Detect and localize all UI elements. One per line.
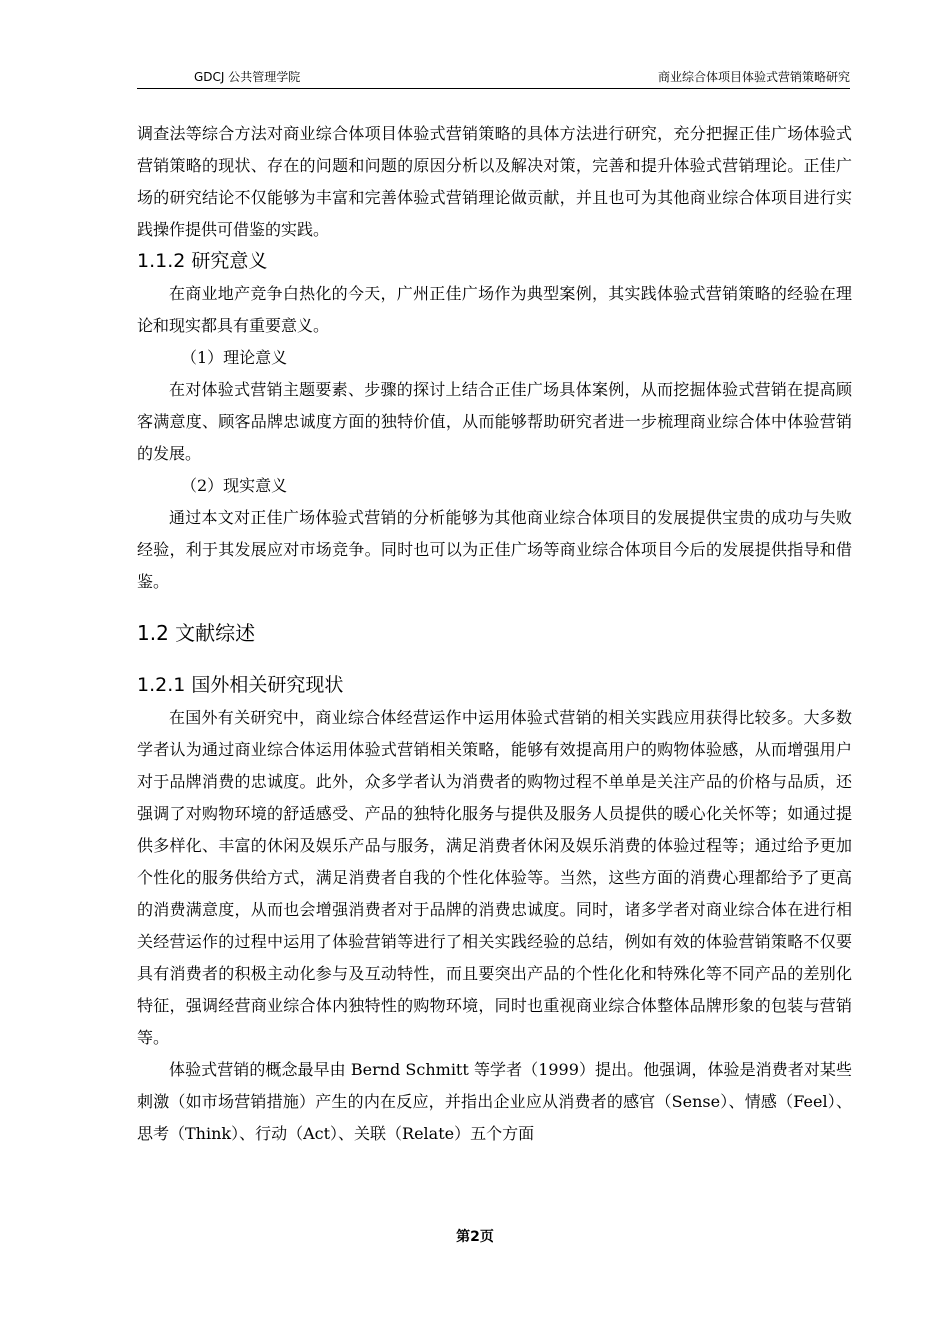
- significance-paragraph: 在商业地产竞争白热化的今天，广州正佳广场作为典型案例，其实践体验式营销策略的经验在理论和现实都具有重要意义。: [137, 284, 852, 335]
- page-number: 第2页: [456, 1229, 494, 1245]
- header-institution: GDCJ 公共管理学院: [194, 70, 301, 84]
- subheading-theory: （1）理论意义: [181, 348, 288, 367]
- intro-paragraph: 调查法等综合方法对商业综合体项目体验式营销策略的具体方法进行研究，充分把握正佳广场体验式营销策略的现状、存在的问题和问题的原因分析以及解决对策，完善和提升体验式营销理论。正佳广场的研究结论不仅能够为丰富和完善体验式营销理论做贡献，并且也可为其他商业综合体项目进行实践操作提供可借鉴的实践。: [137, 124, 852, 239]
- subheading-practice: （2）现实意义: [181, 476, 288, 495]
- schmitt-paragraph: 体验式营销的概念最早由 Bernd Schmitt 等学者（1999）提出。他强调，体验是消费者对某些刺激（如市场营销措施）产生的内在反应，并指出企业应从消费者的感官（Sense）、情感（Feel）、思考（Think）、行动（Act）、关联（Relate）五个方面: [137, 1060, 852, 1143]
- header-paper-title: 商业综合体项目体验式营销策略研究: [657, 70, 850, 84]
- theory-paragraph: 在对体验式营销主题要素、步骤的探讨上结合正佳广场具体案例，从而挖掘体验式营销在提高顾客满意度、顾客品牌忠诚度方面的独特价值，从而能够帮助研究者进一步梳理商业综合体中体验营销的发展。: [137, 380, 852, 463]
- practice-paragraph: 通过本文对正佳广场体验式营销的分析能够为其他商业综合体项目的发展提供宝贵的成功与失败经验，利于其发展应对市场竞争。同时也可以为正佳广场等商业综合体项目今后的发展提供指导和借鉴。: [137, 508, 852, 591]
- page-body: [137, 118, 852, 1150]
- heading-1-2-1: 1.2.1 国外相关研究现状: [137, 674, 344, 696]
- heading-1-2: 1.2 文献综述: [137, 621, 256, 645]
- page-header: [137, 66, 850, 89]
- heading-1-1-2: 1.1.2 研究意义: [137, 250, 268, 272]
- foreign-research-paragraph: 在国外有关研究中，商业综合体经营运作中运用体验式营销的相关实践应用获得比较多。大多数学者认为通过商业综合体运用体验式营销相关策略，能够有效提高用户的购物体验感，从而增强用户对于品牌消费的忠诚度。此外，众多学者认为消费者的购物过程不单单是关注产品的价格与品质，还强调了对购物环境的舒适感受、产品的独特化服务与提供及服务人员提供的暖心化关怀等；如通过提供多样化、丰富的休闲及娱乐产品与服务，满足消费者休闲及娱乐消费的体验过程等；通过给予更加个性化的服务供给方式，满足消费者自我的个性化体验等。当然，这些方面的消费心理都给予了更高的消费满意度，从而也会增强消费者对于品牌的消费忠诚度。同时，诸多学者对商业综合体在进行相关经营运作的过程中运用了体验营销等进行了相关实践经验的总结，例如有效的体验营销策略不仅要具有消费者的积极主动化参与及互动特性，而且要突出产品的个性化化和特殊化等不同产品的差别化特征，强调经营商业综合体内独特性的购物环境，同时也重视商业综合体整体品牌形象的包装与营销等。: [137, 708, 852, 1047]
